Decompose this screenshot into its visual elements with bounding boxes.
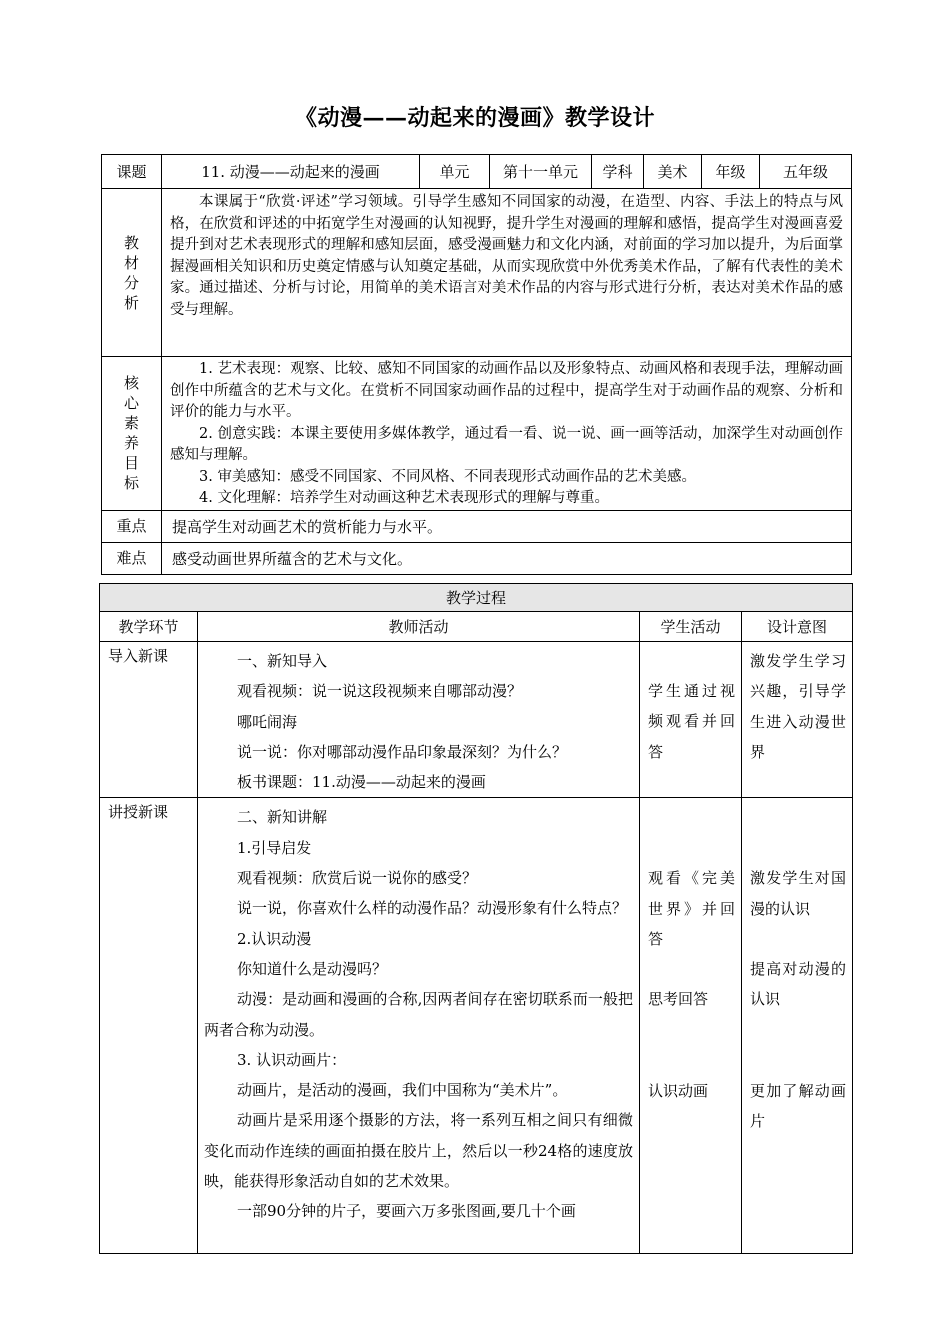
teacher-line: 一部90分钟的片子，要画六万多张图画,要几十个画 <box>237 1202 576 1221</box>
teacher-line: 1.引导启发 <box>237 838 312 857</box>
subject-label: 学科 <box>592 155 644 189</box>
column-header: 学生活动 <box>640 612 742 642</box>
column-header: 设计意图 <box>742 612 853 642</box>
teacher-line: 说一说，你喜欢什么样的动漫作品？动漫形象有什么特点？ <box>237 899 628 918</box>
teacher-line: 观看视频：说一说这段视频来自哪部动漫？ <box>237 682 523 701</box>
topic-value: 11. 动漫——动起来的漫画 <box>162 155 420 189</box>
info-row <box>102 155 852 189</box>
key-point-row <box>102 510 852 542</box>
difficulty-label: 难点 <box>102 542 162 574</box>
lecture-teacher-activity <box>198 798 640 1254</box>
process-header-row <box>100 612 853 642</box>
difficulty-row <box>102 542 852 574</box>
teacher-line: 板书课题：11.动漫——动起来的漫画 <box>237 773 486 792</box>
lecture-student-activity: 观看《完美世界》并回答 思考回答 认识动画 <box>640 798 742 1254</box>
lesson-info-table <box>101 154 852 575</box>
analysis-label: 教材 分析 <box>102 189 162 357</box>
process-banner: 教学过程 <box>100 584 853 612</box>
teacher-line: 你知道什么是动漫吗？ <box>237 959 388 978</box>
intro-design-intent: 激发学生学习兴趣，引导学生进入动漫世界 <box>742 642 853 798</box>
teacher-line: 3. 认识动画片： <box>237 1050 347 1069</box>
subject-value: 美术 <box>644 155 702 189</box>
lecture-row <box>100 798 853 1254</box>
grade-value: 五年级 <box>760 155 852 189</box>
teacher-line: 2.认识动漫 <box>237 929 312 948</box>
teacher-line: 说一说：你对哪部动漫作品印象最深刻？为什么？ <box>237 742 568 761</box>
topic-label: 课题 <box>102 155 162 189</box>
lecture-design-intent: 激发学生对国漫的认识 提高对动漫的认识 更加了解动画片 <box>742 798 853 1254</box>
teacher-line: 二、新知讲解 <box>237 808 328 827</box>
unit-label: 单元 <box>420 155 490 189</box>
teacher-line: 哪吒闹海 <box>237 712 298 731</box>
literacy-item: 2. 创意实践：本课主要使用多媒体教学，通过看一看、说一说、画一画等活动，加深学生对动画创作感知与理解。 <box>170 425 843 463</box>
literacy-label: 核心 素养 目标 <box>102 357 162 511</box>
column-header: 教师活动 <box>198 612 640 642</box>
analysis-text: 本课属于“欣赏·评述”学习领域。引导学生感知不同国家的动漫，在造型、内容、手法上的特点与风格，在欣赏和评述的中拓宽学生对漫画的认知视野，提升学生对漫画的理解和感悟，提高学生对漫画喜爱提升到对艺术表现形式的理解和感知层面，感受漫画魅力和文化内涵，对前面的学习加以提升，为后面掌握漫画相关知识和历史奠定情感与认知奠定基础，从而实现欣赏中外优秀美术作品，了解有代表性的美术家。通过描述、分析与讨论，用简单的美术语言对美术作品的内容与形式进行分析，表达对美术作品的感受与理解。 <box>162 189 852 357</box>
difficulty-text: 感受动画世界所蕴含的艺术与文化。 <box>162 542 852 574</box>
teacher-line: 动画片是采用逐个摄影的方法，将一系列互相之间只有细微变化而动作连续的画面拍摄在胶片上，然后以一秒24格的速度放映，能获得形象活动自如的艺术效果。 <box>204 1111 633 1191</box>
intro-stage: 导入新课 <box>100 642 198 798</box>
literacy-item: 1. 艺术表现：观察、比较、感知不同国家的动画作品以及形象特点、动画风格和表现手法，理解动画创作中所蕴含的艺术与文化。在赏析不同国家动画作品的过程中，提高学生对于动画作品的观察、分析和评价的能力与水平。 <box>170 361 843 420</box>
teacher-line: 动漫：是动画和漫画的合称,因两者间存在密切联系而一般把两者合称为动漫。 <box>204 990 633 1039</box>
intro-teacher-activity <box>198 642 640 798</box>
key-point-label: 重点 <box>102 510 162 542</box>
literacy-row <box>102 357 852 511</box>
process-banner-row <box>100 584 853 612</box>
column-header: 教学环节 <box>100 612 198 642</box>
page-title: 《动漫——动起来的漫画》教学设计 <box>294 105 655 131</box>
teacher-line: 动画片，是活动的漫画，我们中国称为“美术片”。 <box>237 1081 568 1100</box>
analysis-row <box>102 189 852 357</box>
intro-student-activity: 学生通过视频观看并回答 <box>640 642 742 798</box>
lecture-stage: 讲授新课 <box>100 798 198 1254</box>
teacher-line: 一、新知导入 <box>237 652 328 670</box>
unit-value: 第十一单元 <box>490 155 592 189</box>
literacy-item: 3. 审美感知：感受不同国家、不同风格、不同表现形式动画作品的艺术美感。 <box>199 468 696 485</box>
literacy-item: 4. 文化理解：培养学生对动画这种艺术表现形式的理解与尊重。 <box>199 490 609 506</box>
key-point-text: 提高学生对动画艺术的赏析能力与水平。 <box>162 510 852 542</box>
grade-label: 年级 <box>702 155 760 189</box>
intro-row <box>100 642 853 798</box>
teacher-line: 观看视频：欣赏后说一说你的感受？ <box>237 869 478 888</box>
teaching-process-table <box>99 583 853 1254</box>
literacy-text <box>162 357 852 511</box>
